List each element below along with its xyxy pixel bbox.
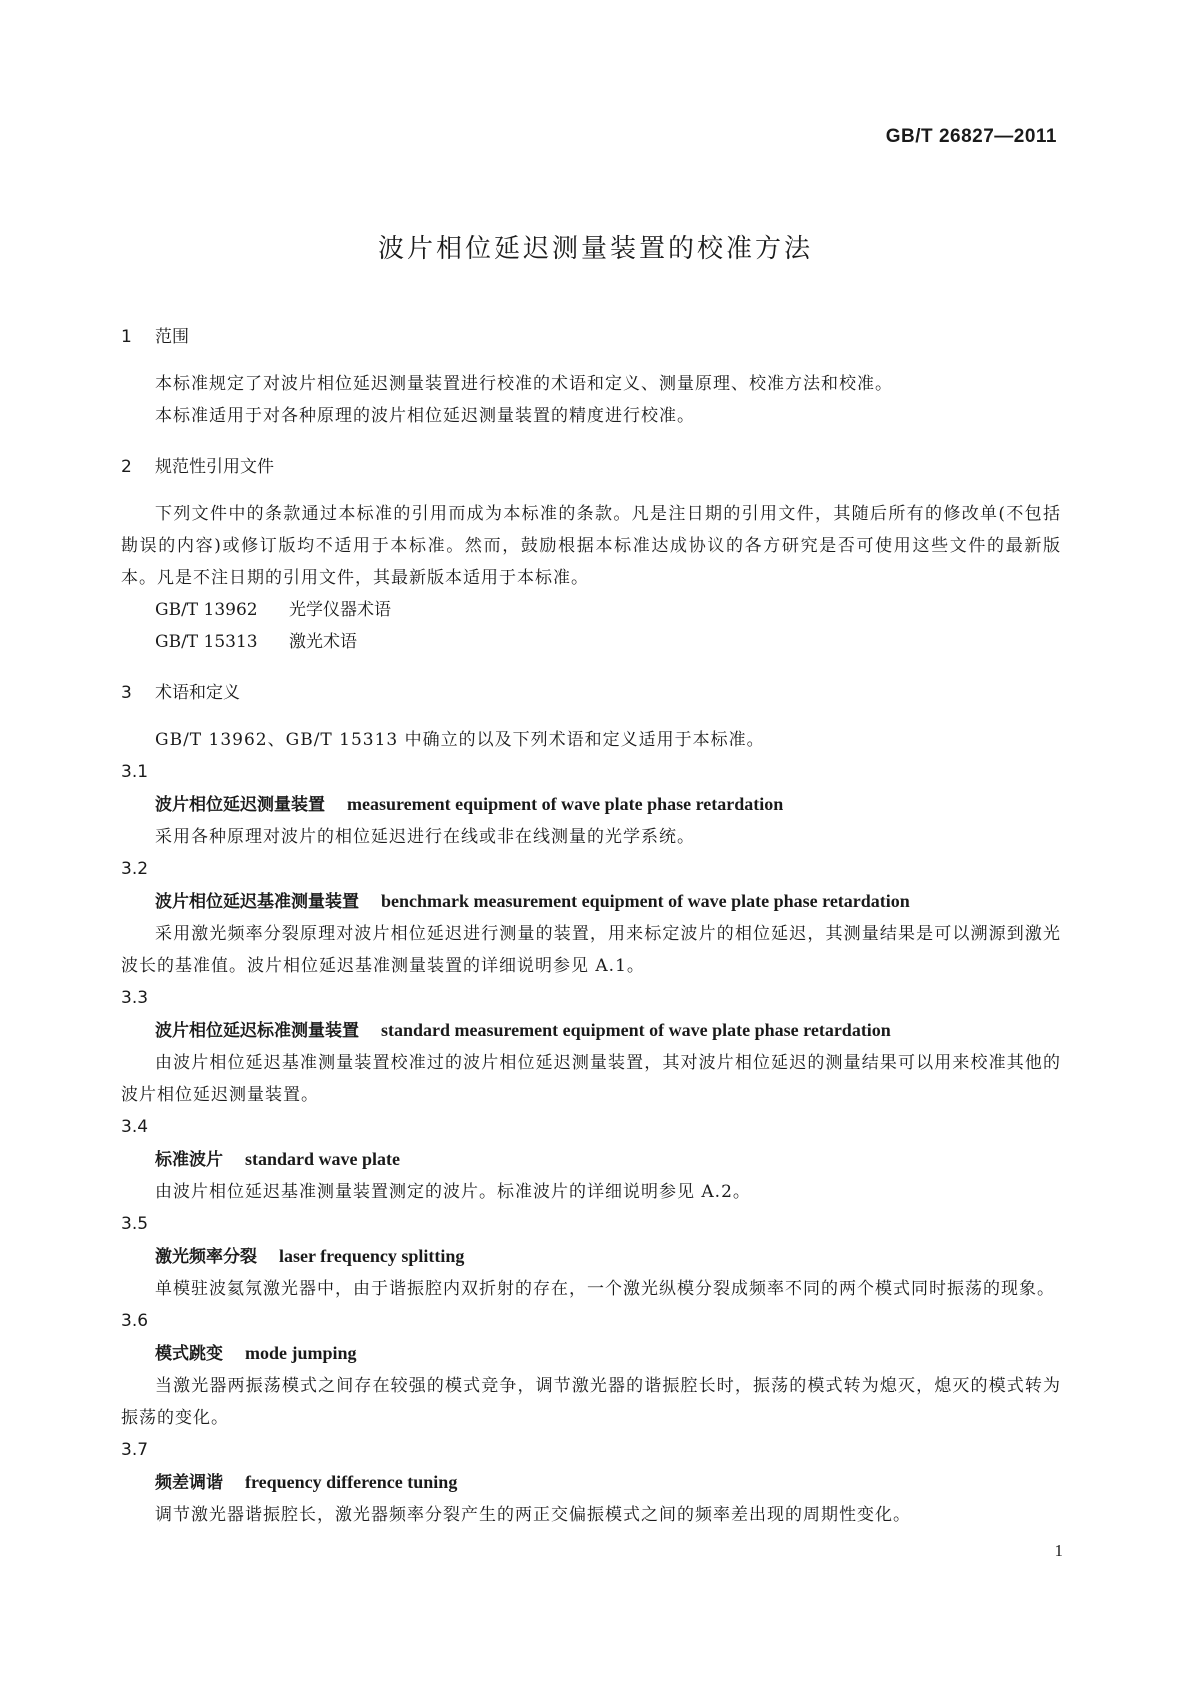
term-number: 3.6 (121, 1311, 149, 1331)
standard-number: GB/T 26827—2011 (885, 126, 1057, 147)
term-definition: 采用各种原理对波片的相位延迟进行在线或非在线测量的光学系统。 (155, 827, 695, 847)
term-definition: 由波片相位延迟基准测量装置测定的波片。标准波片的详细说明参见 A.2。 (155, 1182, 751, 1202)
term-en: mode jumping (245, 1343, 357, 1363)
term-number: 3.2 (121, 859, 149, 879)
term-number: 3.4 (121, 1117, 149, 1137)
section-heading-normative-references (121, 452, 1061, 482)
term-title (121, 1014, 1061, 1047)
paragraph: 本标准规定了对波片相位延迟测量装置进行校准的术语和定义、测量原理、校准方法和校准。 (155, 374, 893, 394)
term-definition: 调节激光器谐振腔长，激光器频率分裂产生的两正交偏振模式之间的频率差出现的周期性变化。 (155, 1505, 911, 1525)
term-title (121, 885, 1061, 918)
term-title (121, 788, 1061, 821)
section-heading-terms (121, 678, 1061, 708)
section-number: 1 (121, 327, 132, 347)
term-en: laser frequency splitting (279, 1246, 465, 1266)
reference-code: GB/T 13962 (155, 600, 258, 620)
term-zh: 波片相位延迟基准测量装置 (155, 892, 359, 912)
term-title (121, 1337, 1061, 1370)
term-en: measurement equipment of wave plate phase retardation (347, 794, 784, 814)
term-zh: 模式跳变 (155, 1344, 223, 1364)
section-title: 规范性引用文件 (155, 457, 274, 477)
section-title: 范围 (155, 327, 189, 347)
term-title (121, 1143, 1061, 1176)
term-en: frequency difference tuning (245, 1472, 458, 1492)
reference-name: 光学仪器术语 (289, 600, 391, 620)
term-title (121, 1240, 1061, 1273)
term-en: benchmark measurement equipment of wave plate phase retardation (381, 891, 910, 911)
section-title: 术语和定义 (155, 683, 240, 703)
section-heading-scope (121, 322, 1061, 352)
reference-item (121, 594, 1061, 626)
term-definition: 由波片相位延迟基准测量装置校准过的波片相位延迟测量装置，其对波片相位延迟的测量结果可以用来校准其他的波片相位延迟测量装置。 (121, 1053, 1061, 1105)
term-definition: 采用激光频率分裂原理对波片相位延迟进行测量的装置，用来标定波片的相位延迟，其测量结果是可以溯源到激光波长的基准值。波片相位延迟基准测量装置的详细说明参见 A.1。 (121, 924, 1061, 976)
term-number: 3.5 (121, 1214, 149, 1234)
term-definition: 当激光器两振荡模式之间存在较强的模式竞争，调节激光器的谐振腔长时，振荡的模式转为熄灭，熄灭的模式转为振荡的变化。 (121, 1376, 1061, 1428)
term-zh: 波片相位延迟标准测量装置 (155, 1021, 359, 1041)
term-zh: 频差调谐 (155, 1473, 223, 1493)
reference-name: 激光术语 (289, 632, 357, 652)
paragraph: 下列文件中的条款通过本标准的引用而成为本标准的条款。凡是注日期的引用文件，其随后所有的修改单(不包括勘误的内容)或修订版均不适用于本标准。然而，鼓励根据本标准达成协议的各方研究是否可使用这些文件的最新版本。凡是不注日期的引用文件，其最新版本适用于本标准。 (121, 504, 1061, 588)
term-en: standard measurement equipment of wave plate phase retardation (381, 1020, 891, 1040)
term-number: 3.1 (121, 762, 149, 782)
paragraph: GB/T 13962、GB/T 15313 中确立的以及下列术语和定义适用于本标准。 (155, 730, 765, 750)
term-zh: 激光频率分裂 (155, 1247, 257, 1267)
term-zh: 标准波片 (155, 1150, 223, 1170)
section-number: 2 (121, 457, 132, 477)
term-zh: 波片相位延迟测量装置 (155, 795, 325, 815)
term-en: standard wave plate (245, 1149, 401, 1169)
reference-item (121, 626, 1061, 658)
term-number: 3.7 (121, 1440, 149, 1460)
paragraph: 本标准适用于对各种原理的波片相位延迟测量装置的精度进行校准。 (155, 406, 695, 426)
page-number: 1 (1054, 1541, 1063, 1560)
term-definition: 单模驻波氦氖激光器中，由于谐振腔内双折射的存在，一个激光纵模分裂成频率不同的两个模式同时振荡的现象。 (155, 1279, 1055, 1299)
term-title (121, 1466, 1061, 1499)
document-title: 波片相位延迟测量装置的校准方法 (377, 234, 813, 264)
reference-code: GB/T 15313 (155, 632, 258, 652)
term-number: 3.3 (121, 988, 149, 1008)
document-body (121, 322, 1061, 1531)
section-number: 3 (121, 683, 132, 703)
